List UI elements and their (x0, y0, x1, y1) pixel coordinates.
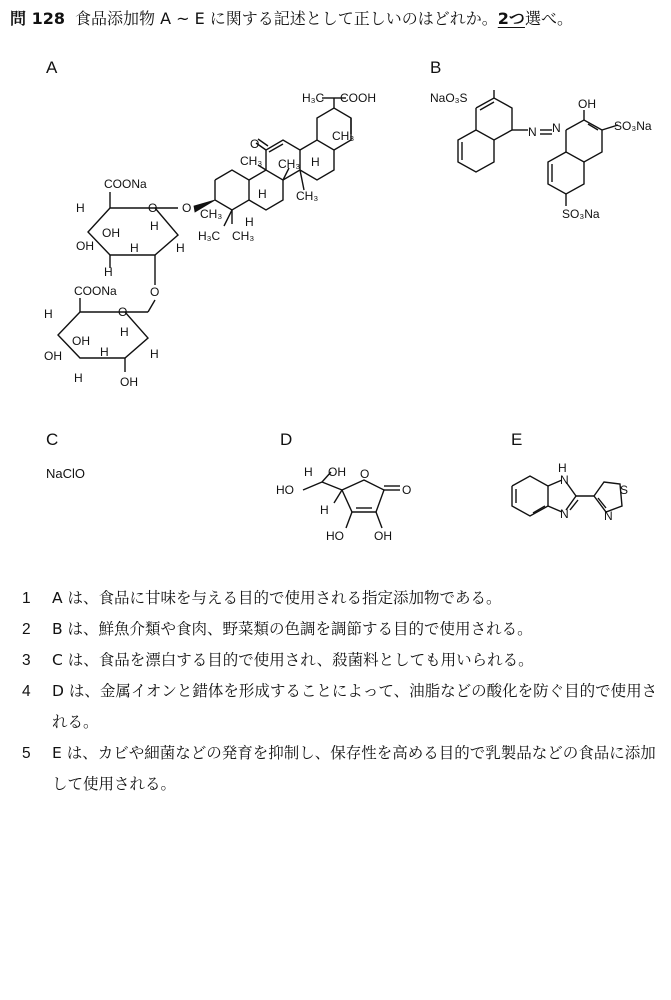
choice-text: C は、食品を漂白する目的で使用され、殺菌料としても用いられる。 (52, 651, 534, 669)
choice-text: A は、食品に甘味を与える目的で使用される指定添加物である。 (52, 589, 502, 607)
atom-ch3-d: CH₃ (296, 189, 319, 203)
atom-o-ring-1: O (148, 201, 158, 215)
atom-so3na-1: SO₃Na (614, 119, 652, 133)
structure-label-a: A (46, 58, 58, 77)
atom-d-h: H (304, 465, 313, 479)
atom-d-o-keto: O (402, 483, 412, 497)
atom-ch3-a: CH₃ (240, 154, 263, 168)
atom-d-ho-left: HO (276, 483, 294, 497)
atom-oh-2: OH (76, 239, 94, 253)
atom-oh: OH (578, 97, 596, 111)
choice-text: B は、鮮魚介類や食肉、野菜類の色調を調節する目的で使用される。 (52, 620, 533, 638)
atom-h-10: H (100, 345, 109, 359)
atom-coona-1: COONa (104, 177, 147, 191)
atom-ch3-f: CH₃ (200, 207, 223, 221)
atom-naso3s: NaO₃S (430, 91, 468, 105)
question-emphasis: 2つ (497, 9, 525, 28)
atom-d-oh-top: OH (328, 465, 346, 479)
atom-o-link-2: O (150, 285, 160, 299)
atom-h-1: H (76, 201, 85, 215)
atom-e-n-1: N (560, 473, 569, 487)
atom-e-h: H (558, 461, 567, 475)
structure-c-formula: NaClO (46, 466, 86, 481)
structure-label-e: E (511, 430, 523, 449)
question-number: 問 128 (10, 9, 65, 28)
atom-ch3-b: CH₃ (278, 157, 301, 171)
choice-3[interactable] (22, 645, 662, 676)
choice-number: 4 (22, 683, 31, 700)
structure-label-c: C (46, 430, 59, 449)
atom-d-ho-bottom: HO (326, 529, 344, 543)
choice-text: E は、カビや細菌などの発育を抑制し、保存性を高める目的で乳製品などの食品に添加して使用される。 (52, 744, 656, 793)
atom-oh-1: OH (102, 226, 120, 240)
atom-n-1: N (528, 125, 537, 139)
choice-number: 1 (22, 590, 31, 607)
atom-o-ring-2: O (118, 305, 128, 319)
atom-h3c: H₃C (302, 91, 325, 105)
atom-o-link: O (182, 201, 192, 215)
atom-oh-4: OH (44, 349, 62, 363)
atom-h3c-b: H₃C (198, 229, 221, 243)
choice-1[interactable] (22, 583, 662, 614)
atom-h-5: H (130, 241, 139, 255)
atom-h-8: H (74, 371, 83, 385)
question-text: 食品添加物 A ~ E に関する記述として正しいのはどれか。 (74, 9, 498, 28)
atom-d-o-ring: O (360, 467, 370, 481)
atom-coona-2: COONa (74, 284, 117, 298)
choice-2[interactable] (22, 614, 662, 645)
atom-oh-5: OH (120, 375, 138, 389)
atom-e-n-3: N (604, 509, 613, 523)
atom-h-9: H (150, 347, 159, 361)
atom-h-b: H (311, 155, 320, 169)
atom-ch3-c: CH₃ (332, 129, 355, 143)
question-text-end: 選べ。 (524, 9, 573, 28)
atom-ch3-e: CH₃ (232, 229, 255, 243)
choice-5[interactable] (22, 738, 662, 800)
atom-d-h-mid: H (320, 503, 329, 517)
choice-text: D は、金属イオンと錯体を形成することによって、油脂などの酸化を防ぐ目的で使用される。 (52, 682, 658, 731)
atom-n-2: N (552, 121, 561, 135)
choice-number: 5 (22, 745, 31, 762)
atom-h-7: H (120, 325, 129, 339)
structure-label-b: B (430, 58, 442, 77)
structure-label-d: D (280, 430, 293, 449)
atom-h-2: H (150, 219, 159, 233)
atom-d-oh-bottom: OH (374, 529, 392, 543)
atom-e-n-2: N (560, 507, 569, 521)
answer-choices (22, 583, 662, 800)
choice-4[interactable] (22, 676, 662, 738)
choice-number: 2 (22, 621, 31, 638)
atom-o-keto: O (250, 137, 260, 151)
atom-h-c: H (245, 215, 254, 229)
atom-oh-3: OH (72, 334, 90, 348)
atom-h-6: H (44, 307, 53, 321)
atom-h-a: H (258, 187, 267, 201)
choice-number: 3 (22, 652, 31, 669)
atom-h-3: H (104, 265, 113, 279)
atom-so3na-2: SO₃Na (562, 207, 600, 221)
atom-cooh: COOH (340, 91, 376, 105)
atom-h-4: H (176, 241, 185, 255)
atom-e-s: S (620, 483, 629, 497)
